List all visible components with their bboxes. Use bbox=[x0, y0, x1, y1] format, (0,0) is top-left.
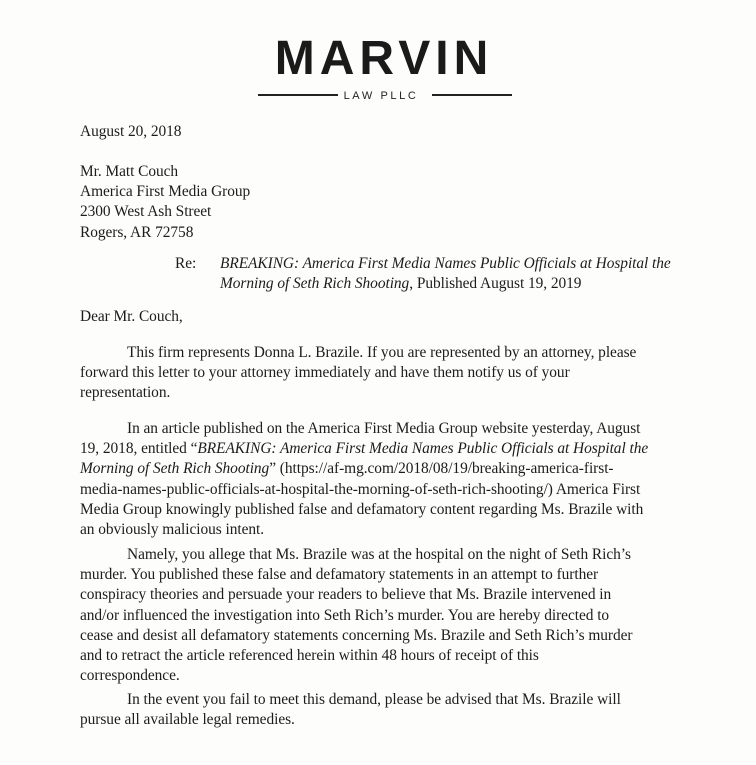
paragraph-line: This firm represents Donna L. Brazile. If you are represented by an attorney, please bbox=[127, 344, 637, 361]
recipient-city: Rogers, AR 72758 bbox=[80, 223, 194, 241]
recipient-street: 2300 West Ash Street bbox=[80, 203, 212, 221]
paragraph-line: representation. bbox=[80, 384, 171, 402]
paragraph-line: Media Group knowingly published false and defamatory content regarding Ms. Brazile with bbox=[80, 500, 644, 518]
recipient-address bbox=[80, 162, 250, 243]
paragraph-line bbox=[80, 459, 648, 479]
paragraph-line: conspiracy theories and persuade your readers to believe that Ms. Brazile intervened in bbox=[80, 586, 612, 604]
paragraph-line: cease and desist all defamatory statements concerning Ms. Brazile and Seth Rich’s murder bbox=[80, 626, 633, 644]
article-title-part-2: Morning of Seth Rich Shooting bbox=[80, 460, 270, 478]
firm-subtitle-row bbox=[250, 86, 512, 104]
recipient-name: Mr. Matt Couch bbox=[80, 163, 179, 180]
paragraph-line bbox=[80, 439, 648, 459]
paragraph-line: forward this letter to your attorney immediately and have them notify us of your bbox=[80, 364, 570, 382]
paragraph-line: media-names-public-officials-at-hospital-the-morning-of-seth-rich-shooting/) America First bbox=[80, 480, 641, 498]
re-subject-line-1 bbox=[220, 254, 671, 274]
paragraph-1 bbox=[80, 343, 636, 404]
re-title-line-1: BREAKING: America First Media Names Public Officials at Hospital the bbox=[220, 255, 671, 272]
salutation: Dear Mr. Couch, bbox=[80, 308, 183, 325]
paragraph-line: murder. You published these false and defamatory statements in an attempt to further bbox=[80, 566, 599, 584]
paragraph-text: 19, 2018, entitled “ bbox=[80, 440, 198, 458]
paragraph-line: and/or influenced the investigation into Seth Rich’s murder. You are hereby directed to bbox=[80, 606, 610, 624]
paragraph-line: Namely, you allege that Ms. Brazile was at the hospital on the night of Seth Rich’s bbox=[127, 546, 631, 563]
paragraph-line: and to retract the article referenced herein within 48 hours of receipt of this bbox=[80, 647, 539, 665]
re-subject-line-2 bbox=[220, 274, 671, 294]
recipient-company: America First Media Group bbox=[80, 183, 251, 201]
firm-name: MARVIN bbox=[274, 32, 494, 85]
re-subject bbox=[220, 254, 671, 294]
re-title-line-2: Morning of Seth Rich Shooting bbox=[220, 275, 410, 293]
subtitle-rule-left bbox=[258, 94, 338, 96]
paragraph-line: an obviously malicious intent. bbox=[80, 521, 265, 539]
paragraph-line: correspondence. bbox=[80, 667, 180, 685]
letterhead-logo bbox=[250, 33, 512, 104]
subtitle-rule-right bbox=[432, 94, 512, 96]
firm-subtitle: LAW PLLC bbox=[343, 90, 419, 102]
paragraph-text: ” (https://af-mg.com/2018/08/19/breaking-america-first- bbox=[269, 460, 614, 478]
paragraph-4 bbox=[80, 690, 621, 730]
paragraph-line: In an article published on the America First Media Group website yesterday, August bbox=[127, 420, 641, 437]
paragraph-3 bbox=[80, 545, 632, 686]
paragraph-line: In the event you fail to meet this demand, please be advised that Ms. Brazile will bbox=[127, 691, 621, 708]
re-label: Re: bbox=[175, 255, 197, 272]
re-published: , Published August 19, 2019 bbox=[409, 275, 582, 293]
paragraph-line: pursue all available legal remedies. bbox=[80, 711, 295, 729]
paragraph-2 bbox=[80, 419, 648, 540]
article-title-part-1: BREAKING: America First Media Names Public Officials at Hospital the bbox=[197, 440, 649, 458]
letter-date: August 20, 2018 bbox=[80, 123, 182, 140]
